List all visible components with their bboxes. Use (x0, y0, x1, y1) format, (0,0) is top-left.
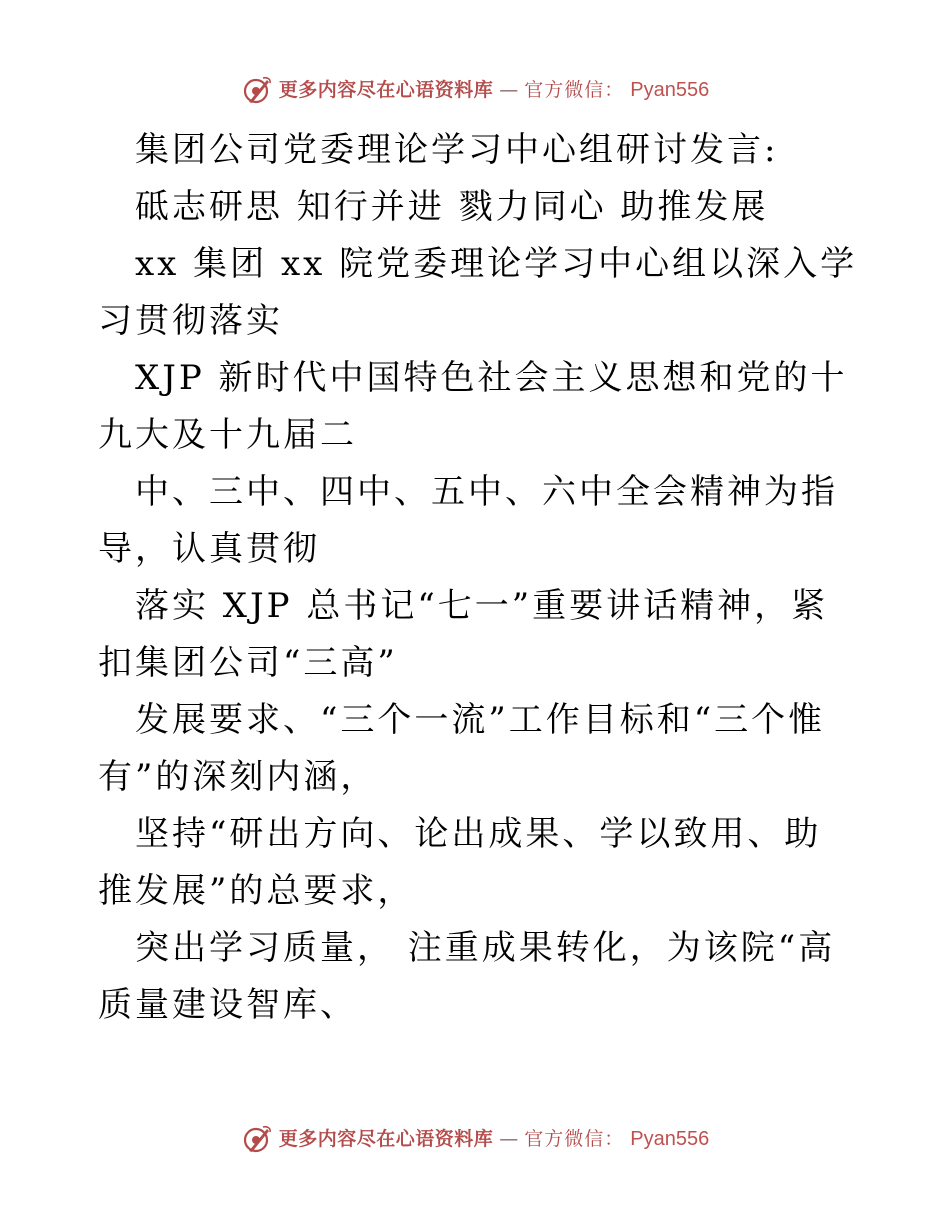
footer-watermark (0, 1119, 950, 1159)
watermark-separator: — (499, 78, 519, 101)
document-line: xx 集团 xx 院党委理论学习中心组以深入学习贯彻落实 (98, 244, 858, 341)
document-line: 坚持“研出方向、论出成果、学以致用、助推发展”的总要求， (98, 814, 822, 911)
watermark-wechat-id: Pyan556 (630, 1128, 710, 1150)
quill-seal-icon (241, 74, 273, 106)
watermark-brand-text: 更多内容尽在心语资料库 (278, 1127, 494, 1150)
document-line: 集团公司党委理论学习中心组研讨发言: (135, 130, 779, 170)
document-line: 突出学习质量， 注重成果转化，为该院“高质量建设智库、 (98, 928, 836, 1025)
document-line: 砥志研思 知行并进 戮力同心 助推发展 (135, 187, 769, 227)
document-body (98, 122, 858, 1034)
document-line: 中、三中、四中、五中、六中全会精神为指导，认真贯彻 (98, 472, 838, 569)
document-line: 发展要求、“三个一流”工作目标和“三个惟有”的深刻内涵， (98, 700, 826, 797)
document-line: XJP 新时代中国特色社会主义思想和党的十九大及十九届二 (98, 358, 848, 455)
header-watermark (0, 70, 950, 110)
quill-seal-icon (241, 1123, 273, 1155)
watermark-official-label: 官方微信： (524, 1127, 625, 1150)
watermark-brand-text: 更多内容尽在心语资料库 (278, 78, 494, 101)
watermark-separator: — (499, 1127, 519, 1150)
document-line: 落实 XJP 总书记“七一”重要讲话精神，紧扣集团公司“三高” (98, 586, 829, 683)
watermark-official-label: 官方微信： (524, 78, 625, 101)
watermark-wechat-id: Pyan556 (630, 79, 710, 101)
